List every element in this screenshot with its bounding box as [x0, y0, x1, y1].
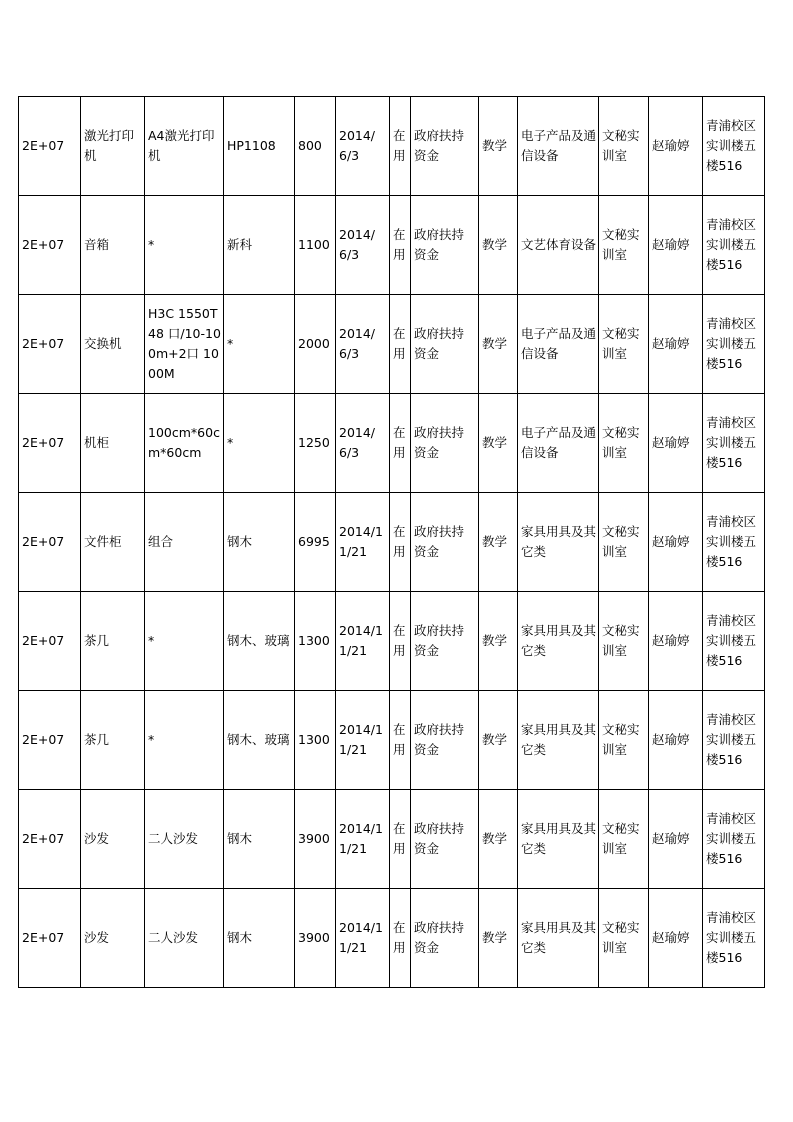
asset-name-cell: 茶几: [81, 691, 145, 790]
location-cell: 青浦校区实训楼五楼516: [703, 394, 765, 493]
brand-cell: HP1108: [224, 97, 295, 196]
status-cell: 在用: [390, 493, 411, 592]
custodian-cell: 赵瑜婷: [649, 592, 703, 691]
usage-cell: 教学: [479, 592, 518, 691]
model-spec-cell: 100cm*60cm*60cm: [145, 394, 224, 493]
location-cell: 青浦校区实训楼五楼516: [703, 889, 765, 988]
table-row: [19, 790, 765, 889]
price-cell: 1250: [295, 394, 336, 493]
asset-name-cell: 沙发: [81, 790, 145, 889]
category-cell: 家具用具及其它类: [518, 493, 599, 592]
brand-cell: 新科: [224, 196, 295, 295]
table-row: [19, 196, 765, 295]
category-cell: 家具用具及其它类: [518, 790, 599, 889]
status-cell: 在用: [390, 889, 411, 988]
status-cell: 在用: [390, 691, 411, 790]
usage-cell: 教学: [479, 691, 518, 790]
asset-code-cell: 2E+07: [19, 493, 81, 592]
acquired-date-cell: 2014/11/21: [336, 691, 390, 790]
price-cell: 1300: [295, 592, 336, 691]
department-cell: 文秘实训室: [599, 394, 649, 493]
asset-name-cell: 音箱: [81, 196, 145, 295]
brand-cell: 钢木、玻璃: [224, 592, 295, 691]
brand-cell: *: [224, 394, 295, 493]
category-cell: 电子产品及通信设备: [518, 295, 599, 394]
custodian-cell: 赵瑜婷: [649, 493, 703, 592]
status-cell: 在用: [390, 790, 411, 889]
model-spec-cell: 二人沙发: [145, 790, 224, 889]
price-cell: 1300: [295, 691, 336, 790]
acquired-date-cell: 2014/6/3: [336, 196, 390, 295]
category-cell: 文艺体育设备: [518, 196, 599, 295]
custodian-cell: 赵瑜婷: [649, 889, 703, 988]
brand-cell: 钢木、玻璃: [224, 691, 295, 790]
asset-code-cell: 2E+07: [19, 889, 81, 988]
custodian-cell: 赵瑜婷: [649, 394, 703, 493]
table-row: [19, 889, 765, 988]
location-cell: 青浦校区实训楼五楼516: [703, 295, 765, 394]
department-cell: 文秘实训室: [599, 889, 649, 988]
department-cell: 文秘实训室: [599, 790, 649, 889]
asset-name-cell: 机柜: [81, 394, 145, 493]
funding-source-cell: 政府扶持资金: [411, 493, 479, 592]
table-row: [19, 394, 765, 493]
usage-cell: 教学: [479, 394, 518, 493]
funding-source-cell: 政府扶持资金: [411, 790, 479, 889]
asset-code-cell: 2E+07: [19, 295, 81, 394]
location-cell: 青浦校区实训楼五楼516: [703, 592, 765, 691]
status-cell: 在用: [390, 592, 411, 691]
acquired-date-cell: 2014/6/3: [336, 295, 390, 394]
price-cell: 2000: [295, 295, 336, 394]
acquired-date-cell: 2014/11/21: [336, 889, 390, 988]
price-cell: 3900: [295, 790, 336, 889]
usage-cell: 教学: [479, 493, 518, 592]
asset-code-cell: 2E+07: [19, 394, 81, 493]
table-row: [19, 592, 765, 691]
acquired-date-cell: 2014/6/3: [336, 394, 390, 493]
asset-name-cell: 文件柜: [81, 493, 145, 592]
model-spec-cell: *: [145, 592, 224, 691]
price-cell: 800: [295, 97, 336, 196]
brand-cell: *: [224, 295, 295, 394]
price-cell: 3900: [295, 889, 336, 988]
price-cell: 6995: [295, 493, 336, 592]
usage-cell: 教学: [479, 196, 518, 295]
department-cell: 文秘实训室: [599, 97, 649, 196]
custodian-cell: 赵瑜婷: [649, 691, 703, 790]
custodian-cell: 赵瑜婷: [649, 295, 703, 394]
table-row: [19, 97, 765, 196]
category-cell: 家具用具及其它类: [518, 592, 599, 691]
asset-name-cell: 交换机: [81, 295, 145, 394]
price-cell: 1100: [295, 196, 336, 295]
acquired-date-cell: 2014/6/3: [336, 97, 390, 196]
table-row: [19, 493, 765, 592]
status-cell: 在用: [390, 97, 411, 196]
acquired-date-cell: 2014/11/21: [336, 592, 390, 691]
asset-name-cell: 激光打印机: [81, 97, 145, 196]
funding-source-cell: 政府扶持资金: [411, 97, 479, 196]
funding-source-cell: 政府扶持资金: [411, 295, 479, 394]
department-cell: 文秘实训室: [599, 592, 649, 691]
department-cell: 文秘实训室: [599, 691, 649, 790]
brand-cell: 钢木: [224, 889, 295, 988]
usage-cell: 教学: [479, 295, 518, 394]
asset-name-cell: 沙发: [81, 889, 145, 988]
asset-code-cell: 2E+07: [19, 97, 81, 196]
category-cell: 电子产品及通信设备: [518, 394, 599, 493]
category-cell: 电子产品及通信设备: [518, 97, 599, 196]
model-spec-cell: H3C 1550T48 口/10-100m+2口 1000M: [145, 295, 224, 394]
category-cell: 家具用具及其它类: [518, 889, 599, 988]
funding-source-cell: 政府扶持资金: [411, 691, 479, 790]
model-spec-cell: A4激光打印机: [145, 97, 224, 196]
model-spec-cell: 二人沙发: [145, 889, 224, 988]
model-spec-cell: *: [145, 691, 224, 790]
funding-source-cell: 政府扶持资金: [411, 889, 479, 988]
table-row: [19, 691, 765, 790]
usage-cell: 教学: [479, 889, 518, 988]
table-row: [19, 295, 765, 394]
asset-name-cell: 茶几: [81, 592, 145, 691]
custodian-cell: 赵瑜婷: [649, 97, 703, 196]
custodian-cell: 赵瑜婷: [649, 790, 703, 889]
funding-source-cell: 政府扶持资金: [411, 394, 479, 493]
asset-table: [18, 96, 765, 988]
status-cell: 在用: [390, 394, 411, 493]
acquired-date-cell: 2014/11/21: [336, 493, 390, 592]
category-cell: 家具用具及其它类: [518, 691, 599, 790]
department-cell: 文秘实训室: [599, 493, 649, 592]
table-body: [19, 97, 765, 988]
location-cell: 青浦校区实训楼五楼516: [703, 97, 765, 196]
department-cell: 文秘实训室: [599, 295, 649, 394]
model-spec-cell: 组合: [145, 493, 224, 592]
location-cell: 青浦校区实训楼五楼516: [703, 493, 765, 592]
brand-cell: 钢木: [224, 493, 295, 592]
usage-cell: 教学: [479, 790, 518, 889]
status-cell: 在用: [390, 295, 411, 394]
asset-code-cell: 2E+07: [19, 592, 81, 691]
asset-code-cell: 2E+07: [19, 196, 81, 295]
custodian-cell: 赵瑜婷: [649, 196, 703, 295]
location-cell: 青浦校区实训楼五楼516: [703, 691, 765, 790]
status-cell: 在用: [390, 196, 411, 295]
model-spec-cell: *: [145, 196, 224, 295]
funding-source-cell: 政府扶持资金: [411, 592, 479, 691]
funding-source-cell: 政府扶持资金: [411, 196, 479, 295]
location-cell: 青浦校区实训楼五楼516: [703, 790, 765, 889]
department-cell: 文秘实训室: [599, 196, 649, 295]
asset-code-cell: 2E+07: [19, 691, 81, 790]
asset-code-cell: 2E+07: [19, 790, 81, 889]
brand-cell: 钢木: [224, 790, 295, 889]
acquired-date-cell: 2014/11/21: [336, 790, 390, 889]
usage-cell: 教学: [479, 97, 518, 196]
location-cell: 青浦校区实训楼五楼516: [703, 196, 765, 295]
